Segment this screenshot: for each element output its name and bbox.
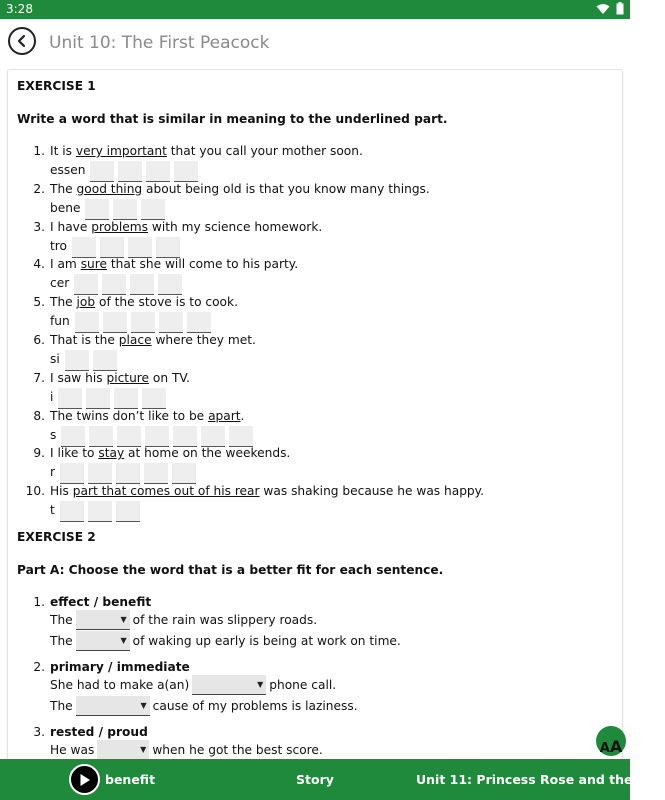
sentence-after: where they met. [151,333,256,347]
line-before: He was [50,742,95,757]
line-before: The [50,633,73,648]
sentence-after: with my science homework. [148,219,323,234]
item-sentence [50,180,430,199]
answer-prefix: bene [50,200,81,215]
line-after: of waking up early is being at work on time. [132,633,401,648]
item-number: 8. [33,408,45,423]
item-number: 10. [25,484,45,499]
sentence-after: was shaking because he was happy. [259,484,485,499]
sentence-after: about being old is that you know many things. [142,181,430,196]
word-dropdown[interactable] [97,740,149,760]
word-dropdown[interactable] [192,675,266,695]
letter-input-box[interactable] [88,501,112,522]
item-sentence [50,255,298,274]
back-button[interactable] [8,27,36,55]
dropdown-arrow-icon: ▼ [120,636,127,645]
sentence-before: I have [50,219,92,234]
sentence-before: It is [50,144,76,158]
line-after: when he got the best score. [152,742,323,757]
underlined-part: apart [208,408,241,423]
back-arrow-icon [15,34,29,48]
line-after: of the rain was slippery roads. [132,612,318,627]
item-number: 2. [33,181,45,196]
item-sentence [50,331,256,350]
line-after: cause of my problems is laziness. [152,698,358,713]
font-size-big-a: A [609,737,623,756]
underlined-part: stay [98,446,125,461]
underlined-part: good thing [76,181,143,196]
word-dropdown[interactable] [76,696,150,716]
answer-prefix: si [50,352,60,366]
line-before: The [50,612,73,627]
play-icon [79,773,91,787]
fill-in-line [50,675,336,695]
letter-input-box[interactable] [116,501,140,522]
fill-in-line [50,740,323,760]
play-button[interactable] [69,764,100,795]
underlined-part: part that comes out of his rear [72,484,260,499]
word-dropdown[interactable] [76,610,130,630]
letter-input-box[interactable] [60,501,84,522]
line-before: She had to make a(an) [50,677,190,692]
question-number: 1. [33,595,45,609]
sentence-after: on TV. [149,370,191,385]
wifi-icon [596,3,610,15]
sentence-after: . [240,408,245,423]
line-before: The [50,698,73,713]
underlined-part: place [118,333,152,347]
item-sentence [50,218,322,237]
sentence-after: of the stove is to cook. [95,295,238,310]
answer-prefix: r [50,465,56,480]
line-after: phone call. [269,677,337,692]
underlined-part: job [76,295,96,310]
sentence-before: I saw his [50,370,107,385]
exercise1-instruction: Write a word that is similar in meaning to the underlined part. [17,112,448,126]
answer-row [50,501,140,523]
exercise2-part-a: Part A: Choose the word that is a better fit for each sentence. [17,563,444,577]
item-number: 1. [33,144,45,158]
question-number: 3. [33,725,45,739]
bottom-bar [0,759,665,800]
item-sentence [50,293,238,312]
status-bar [0,0,630,19]
sentence-before: The [50,181,77,196]
dropdown-arrow-icon: ▼ [120,615,127,624]
fill-in-line [50,696,358,716]
item-number: 7. [33,370,45,385]
fill-in-line [50,610,317,630]
sentence-after: that you call your mother soon. [166,144,363,158]
item-number: 6. [33,333,45,347]
underlined-part: sure [80,257,108,272]
item-number: 9. [33,446,45,461]
status-icons [596,2,624,15]
dropdown-arrow-icon: ▼ [140,745,147,754]
underlined-part: very important [75,144,167,158]
audio-word[interactable]: benefit [105,772,156,787]
sentence-after: at home on the weekends. [124,446,291,461]
item-number: 3. [33,219,45,234]
fill-in-line [50,631,401,651]
next-unit-button[interactable]: Unit 11: Princess Rose and the Cr... [416,772,665,787]
sentence-before: His [50,484,73,499]
answer-prefix: t [50,503,55,518]
sentence-before: The twins don’t like to be [50,408,209,423]
question-number: 2. [33,660,45,674]
item-sentence [50,407,244,426]
word-dropdown[interactable] [76,631,130,651]
font-size-button[interactable] [596,726,626,756]
story-button[interactable]: Story [296,772,334,787]
answer-prefix: i [50,389,54,404]
item-number: 5. [33,295,45,310]
exercise1-heading: EXERCISE 1 [17,79,96,93]
battery-icon [616,2,624,15]
answer-prefix: cer [50,276,70,291]
answer-prefix: s [50,427,57,442]
sentence-before: That is the [50,333,119,347]
sentence-after: that she will come to his party. [107,257,299,272]
exercise2-heading: EXERCISE 2 [17,530,96,544]
word-choices: rested / proud [50,725,148,739]
word-choices: effect / benefit [50,595,152,609]
dropdown-arrow-icon: ▼ [140,701,147,710]
sentence-before: The [50,295,77,310]
item-sentence [50,482,484,501]
exercise-card [7,69,623,771]
answer-prefix: essen [50,163,86,177]
item-sentence [50,369,190,388]
app-bar [0,19,630,67]
item-sentence [50,444,290,463]
answer-prefix: fun [50,314,70,329]
status-time: 3:28 [6,2,33,16]
underlined-part: problems [91,219,149,234]
page-title: Unit 10: The First Peacock [49,33,270,53]
word-choices: primary / immediate [50,660,190,674]
item-number: 4. [33,257,45,272]
sentence-before: I am [50,257,81,272]
sentence-before: I like to [50,446,99,461]
answer-prefix: tro [50,238,67,253]
font-size-small-a: A [599,741,610,756]
item-sentence [50,142,363,161]
underlined-part: picture [106,370,150,385]
dropdown-arrow-icon: ▼ [257,680,264,689]
